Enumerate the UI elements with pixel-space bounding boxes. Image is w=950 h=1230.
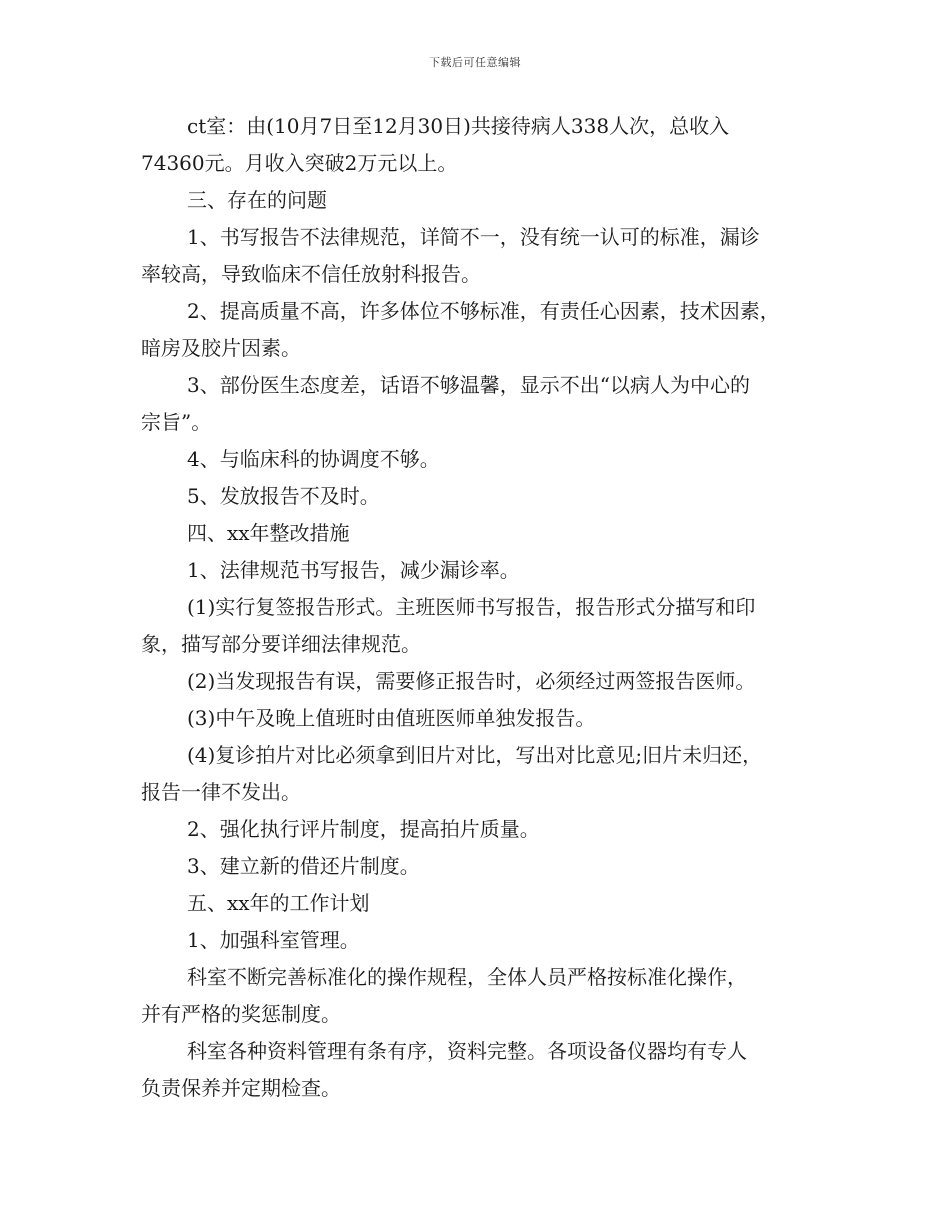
text-line: 3、建立新的借还片制度。 bbox=[187, 854, 420, 878]
text-line: 暗房及胶片因素。 bbox=[141, 336, 301, 360]
text-line: (3)中午及晚上值班时由值班医师单独发报告。 bbox=[187, 706, 596, 730]
text-line: (1)实行复签报告形式。主班医师书写报告，报告形式分描写和印 bbox=[187, 595, 756, 619]
text-line: 报告一律不发出。 bbox=[141, 780, 301, 804]
text-line: 科室不断完善标准化的操作规程，全体人员严格按标准化操作， bbox=[187, 965, 747, 989]
section-heading: 五、xx年的工作计划 bbox=[187, 891, 370, 915]
document-body bbox=[141, 108, 831, 1107]
text-line: 5、发放报告不及时。 bbox=[187, 484, 380, 508]
text-line: 2、提高质量不高，许多体位不够标准，有责任心因素，技术因素， bbox=[187, 299, 780, 323]
text-line: 1、加强科室管理。 bbox=[187, 928, 360, 952]
text-line: 2、强化执行评片制度，提高拍片质量。 bbox=[187, 817, 540, 841]
page-header: 下载后可任意编辑 bbox=[429, 56, 521, 69]
text-line: 74360元。月收入突破2万元以上。 bbox=[141, 151, 458, 175]
section-heading: 三、存在的问题 bbox=[187, 188, 327, 212]
section-heading: 四、xx年整改措施 bbox=[187, 521, 350, 545]
text-line: 并有严格的奖惩制度。 bbox=[141, 1002, 341, 1026]
text-line: 1、法律规范书写报告，减少漏诊率。 bbox=[187, 558, 520, 582]
text-line: 科室各种资料管理有条有序，资料完整。各项设备仪器均有专人 bbox=[187, 1039, 747, 1063]
text-line: 宗旨”。 bbox=[141, 410, 212, 434]
text-line: 1、书写报告不法律规范，详简不一，没有统一认可的标准，漏诊 bbox=[187, 225, 760, 249]
text-line: ct室：由(10月7日至12月30日)共接待病人338人次，总收入 bbox=[187, 114, 730, 138]
text-line: 负责保养并定期检查。 bbox=[141, 1076, 341, 1100]
text-line: (2)当发现报告有误，需要修正报告时，必须经过两签报告医师。 bbox=[187, 669, 756, 693]
text-line: 象，描写部分要详细法律规范。 bbox=[141, 632, 421, 656]
text-line: 率较高，导致临床不信任放射科报告。 bbox=[141, 262, 481, 286]
text-line: 4、与临床科的协调度不够。 bbox=[187, 447, 440, 471]
text-line: 3、部份医生态度差，话语不够温馨，显示不出“以病人为中心的 bbox=[187, 373, 750, 397]
text-line: (4)复诊拍片对比必须拿到旧片对比，写出对比意见;旧片未归还， bbox=[187, 743, 763, 767]
